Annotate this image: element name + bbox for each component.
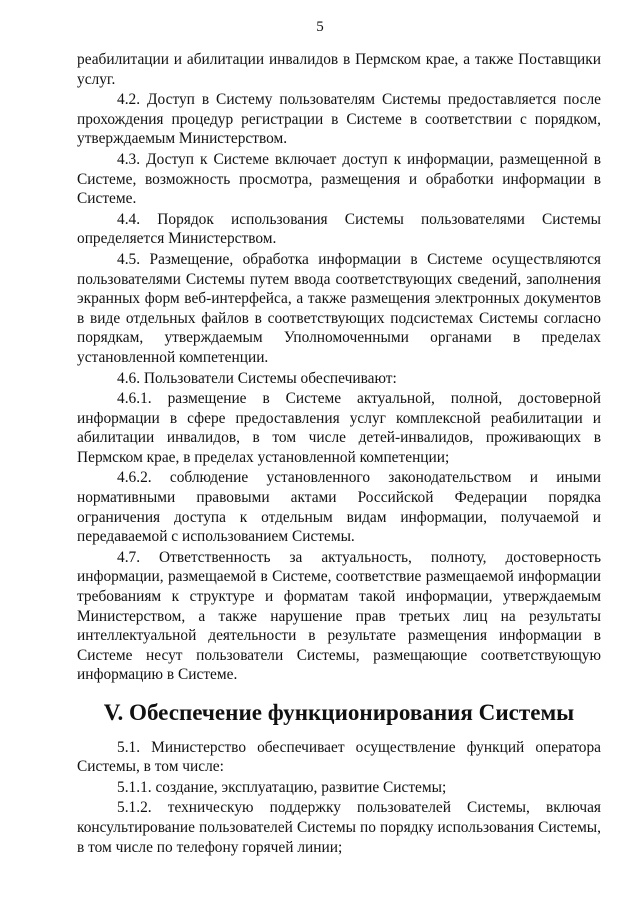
paragraph: 4.3. Доступ к Системе включает доступ к информации, размещенной в Системе, возможность просмотра, размещения и обработки информации в Системе. [77,150,601,208]
section-heading: V. Обеспечение функционирования Системы [103,699,575,725]
paragraph: 5.1.1. создание, эксплуатацию, развитие Системы; [117,778,447,796]
page-number: 5 [316,19,324,35]
paragraph: реабилитации и абилитации инвалидов в Пермском крае, а также Поставщики услуг. [77,51,601,88]
paragraph: 4.7. Ответственность за актуальность, полноту, достоверность информации, размещаемой в Системе, соответствие размещаемой информации требованиям к структуре и форматам такой информации, утверждаемым Министерством, а также нарушение прав третьих лиц на результаты интеллектуальной деятельности в результате размещения информации в Системе несут пользователи Системы, размещающие соответствующую информацию в Системе. [77,548,601,684]
paragraphs-after [77,738,601,858]
paragraph: 4.2. Доступ в Систему пользователям Системы предоставляется после прохождения процедур регистрации в Системе в соответствии с порядком, утверждаемым Министерством. [77,91,601,148]
paragraph: 5.1.2. техническую поддержку пользователей Системы, включая консультирование пользователей Системы по порядку использования Системы, в том числе по телефону горячей линии; [77,799,601,856]
paragraph: 4.6.2. соблюдение установленного законодательством и иными нормативными правовыми актами Российской Федерации порядка ограничения доступа к отдельным видам информации, получаемой и передаваемой с использованием Системы. [77,469,601,546]
paragraph: 4.4. Порядок использования Системы пользователями Системы определяется Министерством. [77,210,601,248]
paragraph: 4.6.1. размещение в Системе актуальной, полной, достоверной информации в сфере предоставления услуг комплексной реабилитации и абилитации инвалидов, в том числе детей-инвалидов, проживающих в Пермском крае, в пределах установленной компетенции; [77,390,601,466]
document-body [77,50,601,858]
paragraph: 4.6. Пользователи Системы обеспечивают: [117,369,397,387]
paragraphs-before [77,50,601,685]
paragraph: 5.1. Министерство обеспечивает осуществление функций оператора Системы, в том числе: [77,738,601,776]
paragraph: 4.5. Размещение, обработка информации в Системе осуществляются пользователями Системы путем ввода соответствующих сведений, заполнения экранных форм веб-интерфейса, а также размещения электронных документов в виде отдельных файлов в соответствующих подсистемах Системы согласно порядкам, утверждаемым Уполномоченными органами в пределах установленной компетенции. [77,250,601,366]
